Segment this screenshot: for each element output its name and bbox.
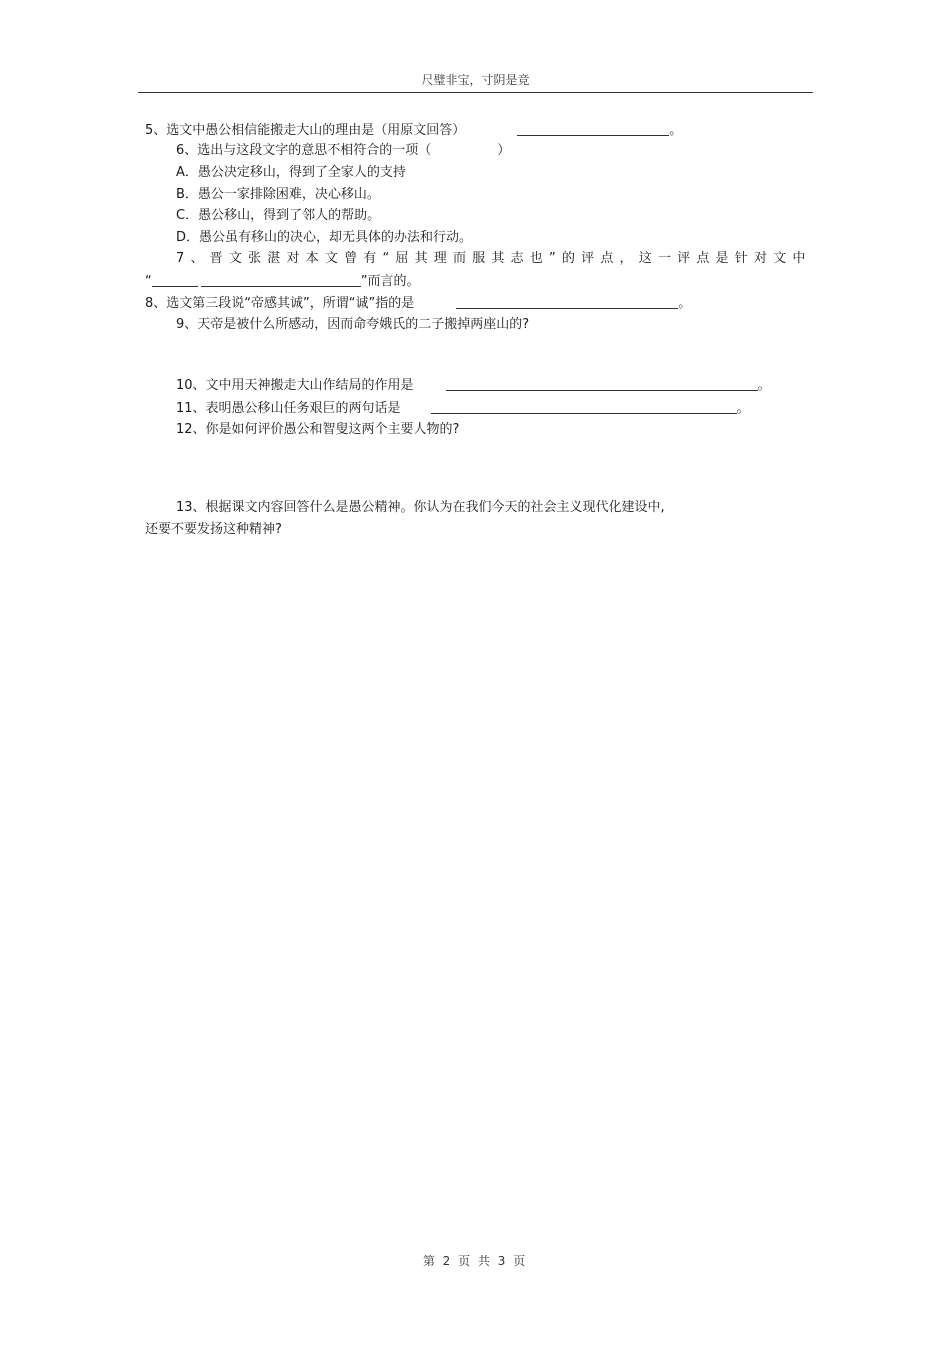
question-7-tail: ”而言的。 bbox=[360, 274, 420, 289]
question-6-text: 6、选出与这段文字的意思不相符合的一项（ bbox=[176, 143, 432, 158]
option-d: D．愚公虽有移山的决心，却无具体的办法和行动。 bbox=[176, 230, 473, 245]
question-5 bbox=[145, 121, 682, 140]
option-a: A．愚公决定移山，得到了全家人的支持 bbox=[176, 165, 406, 180]
question-7-line2 bbox=[145, 272, 420, 291]
question-7-open-quote: “ bbox=[145, 274, 152, 289]
answer-blank-7b[interactable] bbox=[201, 272, 361, 287]
answer-blank-7a[interactable] bbox=[152, 272, 198, 287]
answer-blank-10[interactable] bbox=[446, 376, 758, 391]
question-10-text: 10、文中用天神搬走大山作结局的作用是 bbox=[176, 378, 414, 393]
question-5-end: 。 bbox=[669, 123, 683, 138]
question-6-close: ） bbox=[497, 143, 511, 158]
page-number: 第 2 页 共 3 页 bbox=[422, 1254, 528, 1268]
answer-blank-5[interactable] bbox=[517, 121, 669, 136]
option-c: C．愚公移山，得到了邻人的帮助。 bbox=[176, 208, 381, 223]
question-8-text: 8、选文第三段说“帝感其诚”，所谓“诚”指的是 bbox=[145, 296, 415, 311]
answer-blank-8[interactable] bbox=[456, 294, 678, 309]
question-13-line2: 还要不要发扬这种精神? bbox=[145, 522, 282, 537]
question-8 bbox=[145, 294, 691, 313]
question-5-text: 5、选文中愚公相信能搬走大山的理由是（用原文回答） bbox=[145, 123, 466, 138]
question-12: 12、你是如何评价愚公和智叟这两个主要人物的? bbox=[176, 422, 460, 437]
option-b: B．愚公一家排除困难，决心移山。 bbox=[176, 187, 380, 202]
question-11-end: 。 bbox=[736, 401, 750, 416]
question-13-line1: 13、根据课文内容回答什么是愚公精神。你认为在我们今天的社会主义现代化建设中, bbox=[176, 500, 665, 515]
question-10-end: 。 bbox=[757, 378, 771, 393]
question-11 bbox=[176, 399, 750, 418]
question-8-end: 。 bbox=[678, 296, 692, 311]
question-6 bbox=[176, 142, 510, 160]
question-9: 9、天帝是被什么所感动，因而命夸娥氏的二子搬掉两座山的? bbox=[176, 317, 530, 332]
answer-blank-11[interactable] bbox=[431, 399, 737, 414]
page-header bbox=[138, 68, 813, 93]
question-10 bbox=[176, 376, 771, 395]
question-7-line1: 7、晋文张湛对本文曾有“屈其理而服其志也”的评点，这一评点是针对文中 bbox=[176, 251, 812, 266]
header-motto: 尺璧非宝，寸阴是竞 bbox=[421, 73, 530, 87]
question-11-text: 11、表明愚公移山任务艰巨的两句话是 bbox=[176, 401, 401, 416]
